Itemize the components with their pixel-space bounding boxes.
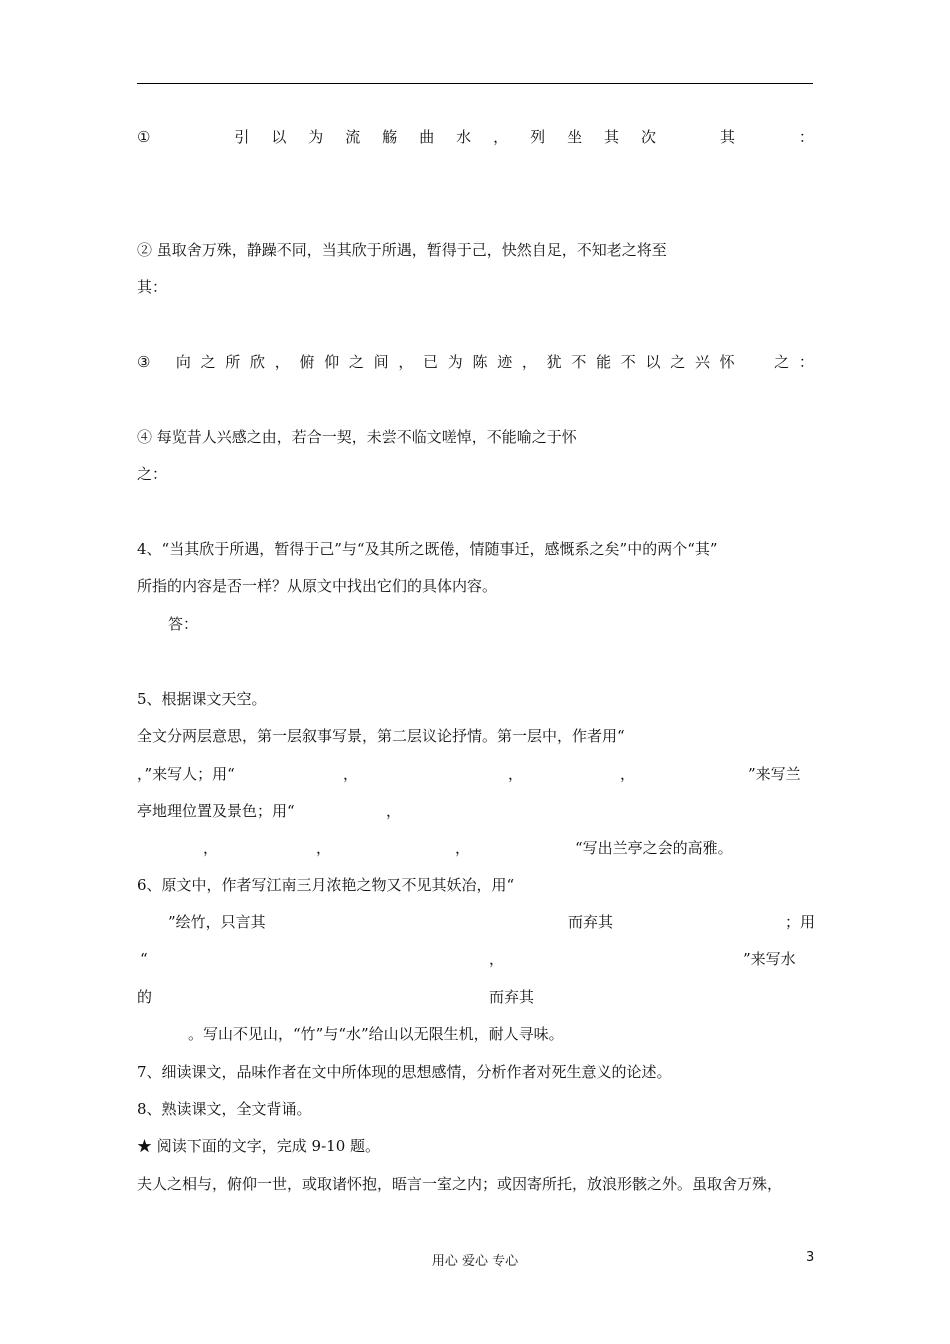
q3-char: ， bbox=[398, 353, 414, 371]
q7-text: 7、细读课文，品味作者在文中所体现的思想感情，分析作者对死生意义的论述。 bbox=[137, 1063, 672, 1081]
q1-char: 流 bbox=[345, 128, 361, 146]
q3-char: 不 bbox=[620, 353, 636, 371]
q3-number: ③ bbox=[137, 353, 151, 371]
q1-spacer bbox=[172, 127, 212, 147]
q3-char: 以 bbox=[645, 353, 661, 371]
q5-line2-b: ， bbox=[343, 765, 359, 783]
q6-line4-a: 的 bbox=[137, 988, 153, 1006]
q4-line1: 4、“当其欣于所遇，暂得于己”与“及其所之既倦，情随事迁，感慨系之矣”中的两个“其” bbox=[137, 540, 718, 558]
q5-title: 5、根据课文天空。 bbox=[137, 690, 267, 708]
q3-char: 向 bbox=[175, 353, 191, 371]
q3-colon: ： bbox=[798, 353, 814, 371]
q5-line4-d: “写出兰亭之会的高雅。 bbox=[575, 839, 733, 857]
q3-char: 间 bbox=[373, 353, 389, 371]
q6-line1: 6、原文中，作者写江南三月浓艳之物又不见其妖冶，用“ bbox=[137, 876, 515, 894]
q1-char: 列 bbox=[530, 128, 546, 146]
q3-char: 不 bbox=[571, 353, 587, 371]
q3-char: ， bbox=[521, 353, 537, 371]
q5-line1: 全文分两层意思，第一层叙事写景，第二层议论抒情。第一层中，作者用“ bbox=[137, 727, 625, 745]
q6-line2-a: ”绘竹，只言其 bbox=[168, 913, 266, 931]
header-rule bbox=[137, 83, 813, 84]
q3-char: 能 bbox=[596, 353, 612, 371]
q1-char: 其 bbox=[604, 128, 620, 146]
q1-char: 为 bbox=[308, 128, 324, 146]
q3-char: 陈 bbox=[472, 353, 488, 371]
q4sub-line2: 之： bbox=[137, 465, 168, 483]
q4-answer-label: 答： bbox=[168, 615, 199, 633]
q5-line4-b: ， bbox=[316, 839, 332, 857]
q2-line1: ② 虽取舍万殊，静躁不同，当其欣于所遇，暂得于己，快然自足，不知老之将至 bbox=[137, 241, 667, 259]
q1-line bbox=[137, 127, 814, 147]
q3-char: 俯 bbox=[299, 353, 315, 371]
q5-line4-c: ， bbox=[455, 839, 471, 857]
q1-char: ， bbox=[493, 128, 509, 146]
q1-char: 次 bbox=[641, 128, 657, 146]
q3-char: 兴 bbox=[694, 353, 710, 371]
q6-line5: 。写山不见山，“竹”与“水”给山以无限生机，耐人寻味。 bbox=[188, 1025, 564, 1043]
q1-char: 觞 bbox=[382, 128, 398, 146]
q1-char: 引 bbox=[234, 128, 250, 146]
q3-char: 迹 bbox=[497, 353, 513, 371]
q3-char: 之 bbox=[670, 353, 686, 371]
q5-line2-e: ”来写兰 bbox=[748, 765, 801, 783]
q5-line2-a: ，”来写人；用“ bbox=[137, 765, 235, 783]
q3-spacer bbox=[160, 352, 166, 372]
q5-line3-a: 亭地理位置及景色；用“ bbox=[137, 802, 295, 820]
q1-char: 坐 bbox=[567, 128, 583, 146]
q2-line2: 其： bbox=[137, 278, 168, 296]
q8-text: 8、熟读课文，全文背诵。 bbox=[137, 1100, 312, 1118]
q5-line2-d: ， bbox=[620, 765, 636, 783]
q5-line3-b: ， bbox=[386, 802, 402, 820]
q3-char: 怀 bbox=[719, 353, 735, 371]
q3-char: 欣 bbox=[250, 353, 266, 371]
q3-char: 犹 bbox=[546, 353, 562, 371]
q1-number: ① bbox=[137, 128, 151, 146]
q9-instruction: ★ 阅读下面的文字，完成 9-10 题。 bbox=[137, 1137, 381, 1155]
q3-char: 为 bbox=[447, 353, 463, 371]
q6-line2-b: 而弃其 bbox=[568, 913, 614, 931]
q3-char: 之 bbox=[200, 353, 216, 371]
q5-line2-c: ， bbox=[508, 765, 524, 783]
q1-colon: ： bbox=[798, 128, 814, 146]
q1-char: 水 bbox=[456, 128, 472, 146]
footer-text: 用心 爱心 专心 bbox=[431, 1254, 519, 1269]
q3-char: ， bbox=[274, 353, 290, 371]
q3-spacer bbox=[744, 352, 764, 372]
q1-blank-label: 其 bbox=[719, 128, 735, 146]
q6-line2-c: ；用 bbox=[785, 913, 816, 931]
q6-line3-b: ， bbox=[489, 950, 505, 968]
q6-line3-c: ”来写水 bbox=[743, 950, 796, 968]
q3-char: 所 bbox=[225, 353, 241, 371]
q6-line4-b: 而弃其 bbox=[489, 988, 535, 1006]
q1-char: 曲 bbox=[419, 128, 435, 146]
q1-spacer bbox=[757, 127, 777, 147]
q3-char: 之 bbox=[348, 353, 364, 371]
q3-char: 已 bbox=[423, 353, 439, 371]
q5-line4-a: ， bbox=[203, 839, 219, 857]
q4sub-line1: ④ 每览昔人兴感之由，若合一契，未尝不临文嗟悼，不能喻之于怀 bbox=[137, 428, 577, 446]
q1-spacer bbox=[678, 127, 698, 147]
q3-blank-label: 之 bbox=[774, 353, 790, 371]
q3-line bbox=[137, 352, 814, 372]
q3-char: 仰 bbox=[324, 353, 340, 371]
q6-line3-a: “ bbox=[140, 950, 148, 968]
passage-line: 夫人之相与，俯仰一世，或取诸怀抱，晤言一室之内；或因寄所托，放浪形骸之外。虽取舍万殊， bbox=[137, 1175, 783, 1193]
page-number: 3 bbox=[806, 1250, 815, 1265]
q4-line2: 所指的内容是否一样？从原文中找出它们的具体内容。 bbox=[137, 577, 498, 595]
q1-char: 以 bbox=[271, 128, 287, 146]
